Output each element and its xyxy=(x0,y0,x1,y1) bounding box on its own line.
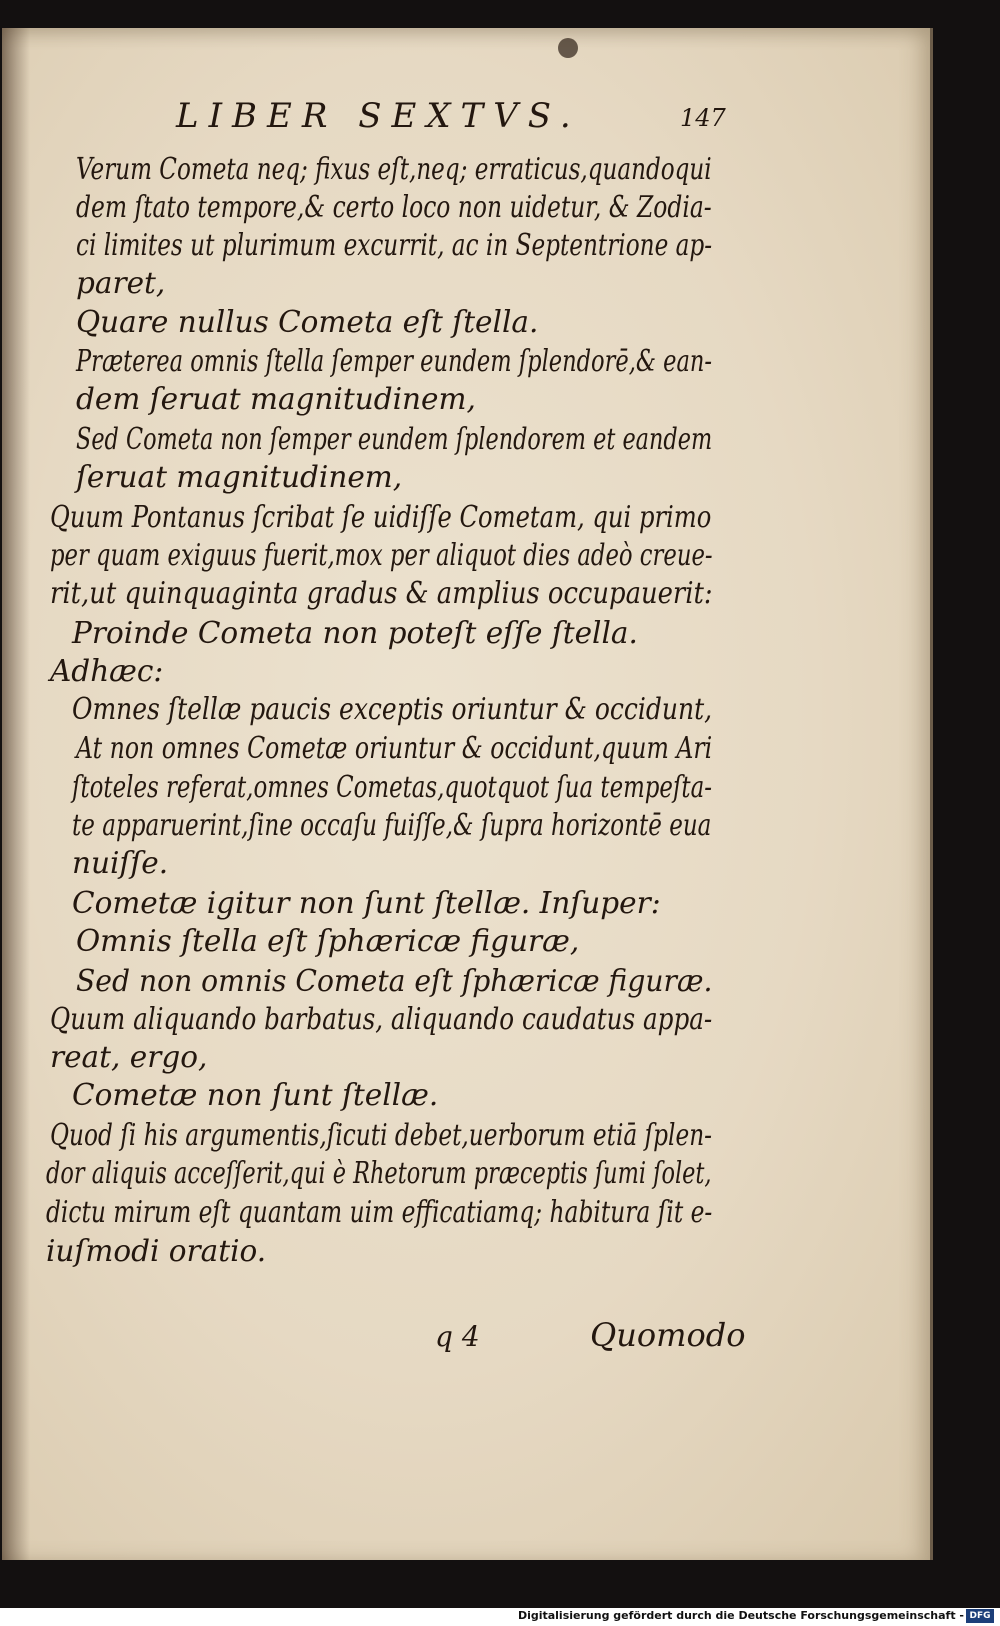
text-line: Præterea omnis ſtella ſemper eundem ſplendorē,& ean- xyxy=(76,344,713,378)
text-line: dem ſeruat magnitudinem, xyxy=(76,382,476,416)
text-line: per quam exiguus fuerit,mox per aliquot dies adeò creue- xyxy=(50,538,713,572)
text-line: ci limites ut plurimum excurrit, ac in Septentrione ap- xyxy=(76,228,713,262)
text-line: Cometæ igitur non ſunt ſtellæ. Inſuper: xyxy=(72,886,661,920)
text-line: Omnes ſtellæ paucis exceptis oriuntur & occidunt, xyxy=(72,692,713,726)
text-line: Quum Pontanus ſcribat ſe uidiſſe Cometam, qui primo xyxy=(50,500,712,534)
text-line: te apparuerint,ſine occaſu fuiſſe,& ſupra horizontē eua xyxy=(72,808,712,842)
text-line: rit,ut quinquaginta gradus & amplius occupauerit: xyxy=(50,576,713,610)
text-line: Sed non omnis Cometa eſt ſphæricæ figuræ. xyxy=(76,964,713,998)
digitization-credit: Digitalisierung gefördert durch die Deutsche Forschungsgemeinschaft - xyxy=(517,1609,964,1622)
text-line: ſeruat magnitudinem, xyxy=(76,460,403,494)
dfg-logo: DFG xyxy=(966,1609,994,1623)
text-line: nuiſſe. xyxy=(72,846,169,880)
text-line: paret, xyxy=(76,266,166,300)
signature-mark: q 4 xyxy=(435,1320,480,1353)
text-line: Proinde Cometa non poteſt eſſe ſtella. xyxy=(72,616,638,650)
text-line: dem ſtato tempore,& certo loco non uidetur, & Zodia- xyxy=(76,190,712,224)
text-line: Quod ſi his argumentis,ſicuti debet,uerborum etiā ſplen- xyxy=(50,1118,713,1152)
text-line: Sed Cometa non ſemper eundem ſplendorem et eandem xyxy=(76,422,713,456)
text-line: Quum aliquando barbatus, aliquando caudatus appa- xyxy=(50,1002,713,1036)
text-line: Quare nullus Cometa eſt ſtella. xyxy=(76,305,539,339)
text-line: Omnis ſtella eſt ſphæricæ figuræ, xyxy=(76,924,580,958)
text-line: iuſmodi oratio. xyxy=(46,1234,267,1268)
page-number: 147 xyxy=(680,104,726,132)
text-line: Adhæc: xyxy=(50,654,164,688)
running-head: LIBER SEXTVS. xyxy=(176,96,581,136)
text-line: Cometæ non ſunt ſtellæ. xyxy=(72,1078,439,1112)
text-line: dictu mirum eſt quantam uim efficatiamq; habitura ſit e- xyxy=(46,1195,713,1229)
catchword: Quomodo xyxy=(590,1316,746,1354)
spine-shadow xyxy=(2,28,30,1560)
text-line: At non omnes Cometæ oriuntur & occidunt,quum Ari xyxy=(76,731,713,765)
text-line: ſtoteles referat,omnes Cometas,quotquot ſua tempeſta- xyxy=(72,770,712,804)
ink-blot xyxy=(558,38,578,58)
text-line: reat, ergo, xyxy=(50,1040,208,1074)
text-line: Verum Cometa neq; fixus eſt,neq; erraticus,quandoqui xyxy=(76,152,712,186)
text-line: dor aliquis acceſſerit,qui è Rhetorum præceptis ſumi ſolet, xyxy=(46,1156,712,1190)
